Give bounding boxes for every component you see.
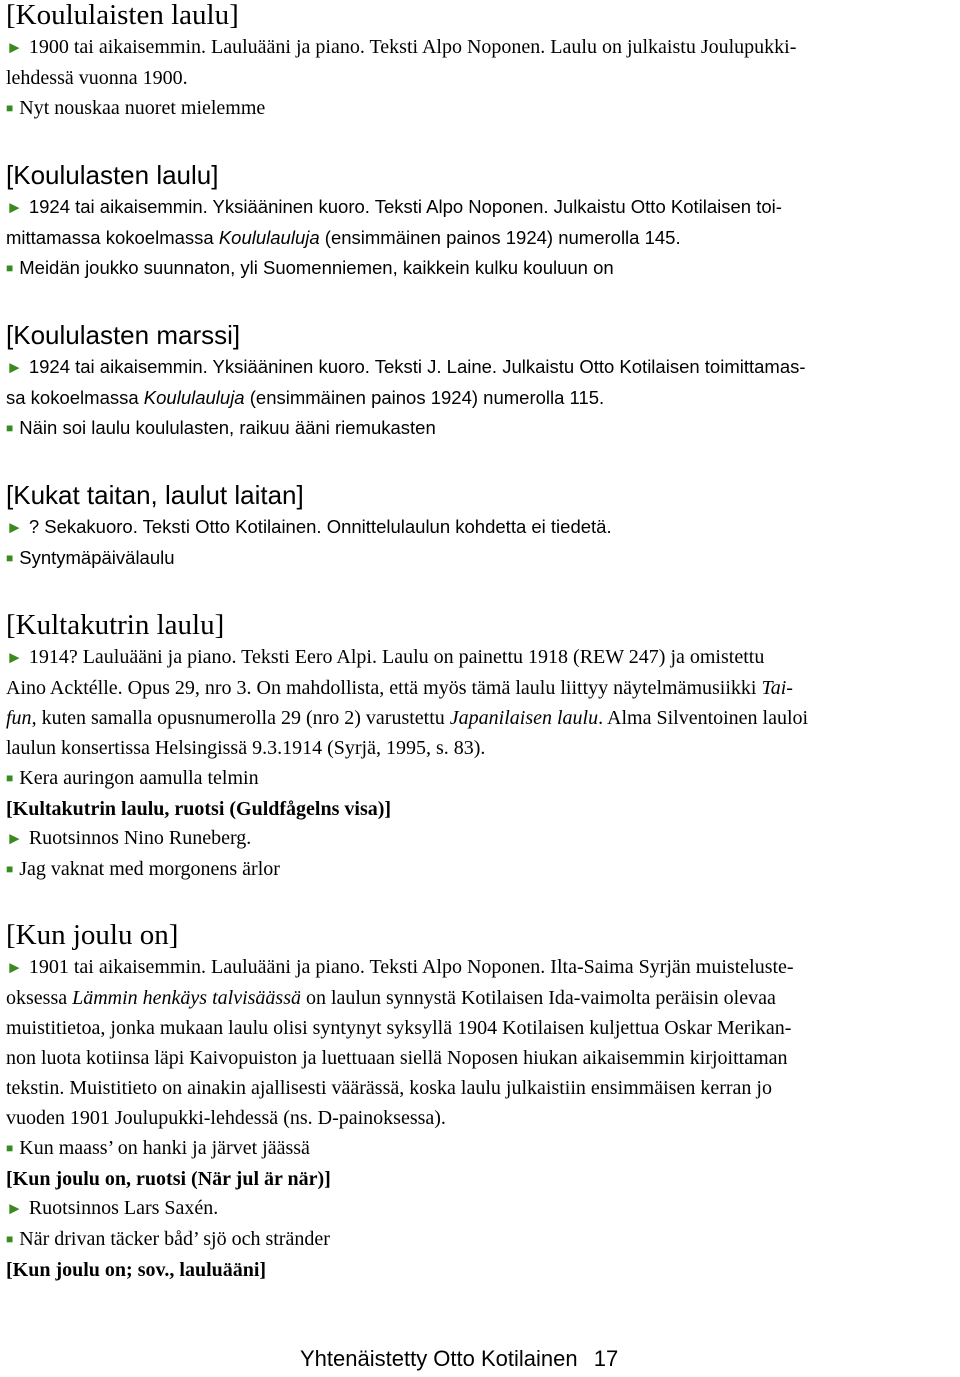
- section-title: [Kultakutrin laulu]: [6, 609, 225, 641]
- incipit-line: ■ Nyt nouskaa nuoret mielemme: [6, 93, 954, 125]
- info-line: mittamassa kokoelmassa Koululauluja (ensimmäinen painos 1924) numerolla 145.: [6, 227, 681, 248]
- section-kun-joulu-on: [6, 918, 954, 1284]
- info-line: oksessa Lämmin henkäys talvisäässä on laulun synnystä Kotilaisen Ida-vaimolta peräisin olevaa: [6, 987, 776, 1009]
- subsection-title: [Kultakutrin laulu, ruotsi (Guldfågelns visa)]: [6, 798, 392, 820]
- square-icon: ■: [6, 421, 14, 435]
- incipit-line: ■ Näin soi laulu koululasten, raikuu ääni riemukasten: [6, 413, 954, 445]
- right-triangle-icon: ►: [6, 198, 23, 217]
- info-line: muistitietoa, jonka mukaan laulu olisi syntynyt syksyllä 1904 Kotilaisen kuljettua Oskar Merikan-: [6, 1017, 792, 1039]
- square-icon: ■: [6, 1232, 14, 1246]
- info-line: tekstin. Muistitieto on ainakin ajallisesti väärässä, koska laulu julkaistiin ensimmäisen kerran jo: [6, 1077, 772, 1099]
- square-icon: ■: [6, 101, 14, 115]
- info-line: vuoden 1901 Joulupukki-lehdessä (ns. D-painoksessa).: [6, 1107, 446, 1129]
- page-footer: [300, 1346, 618, 1372]
- info-line: fun, kuten samalla opusnumerolla 29 (nro 2) varustettu Japanilaisen laulu. Alma Silventoinen lauloi: [6, 707, 809, 729]
- subsection-title: [Kun joulu on, ruotsi (När jul är när)]: [6, 1168, 331, 1190]
- incipit-line: ■ Jag vaknat med morgonens ärlor: [6, 854, 954, 886]
- square-icon: ■: [6, 862, 14, 876]
- square-icon: ■: [6, 771, 14, 785]
- right-triangle-icon: ►: [6, 829, 23, 848]
- incipit-line: ■ Kun maass’ on hanki ja järvet jäässä: [6, 1133, 954, 1165]
- info-line: ► ? Sekakuoro. Teksti Otto Kotilainen. Onnittelulaulun kohdetta ei tiedetä.: [6, 512, 954, 543]
- right-triangle-icon: ►: [6, 358, 23, 377]
- right-triangle-icon: ►: [6, 1199, 23, 1218]
- subsection-title: [Kun joulu on; sov., lauluääni]: [6, 1259, 267, 1281]
- info-line: ► 1924 tai aikaisemmin. Yksiääninen kuoro. Teksti Alpo Noponen. Julkaistu Otto Kotilaisen toi-: [6, 192, 954, 223]
- info-line: ► 1914? Lauluääni ja piano. Teksti Eero Alpi. Laulu on painettu 1918 (REW 247) ja omistettu: [6, 642, 954, 673]
- right-triangle-icon: ►: [6, 38, 23, 57]
- section-koululaisten-laulu: [6, 0, 954, 125]
- square-icon: ■: [6, 551, 14, 565]
- info-line: ► 1900 tai aikaisemmin. Lauluääni ja piano. Teksti Alpo Noponen. Laulu on julkaistu Joulupukki-: [6, 32, 954, 63]
- info-line: lehdessä vuonna 1900.: [6, 67, 188, 89]
- section-kukat-taitan: [6, 478, 954, 575]
- info-line: ► Ruotsinnos Nino Runeberg.: [6, 823, 954, 854]
- incipit-line: ■ När drivan täcker båd’ sjö och stränder: [6, 1224, 954, 1256]
- info-line: ► 1901 tai aikaisemmin. Lauluääni ja piano. Teksti Alpo Noponen. Ilta-Saima Syrjän muisteluste-: [6, 952, 954, 983]
- section-title: [Kukat taitan, laulut laitan]: [6, 480, 304, 510]
- incipit-line: ■ Kera auringon aamulla telmin: [6, 763, 954, 795]
- info-line: ► Ruotsinnos Lars Saxén.: [6, 1193, 954, 1224]
- section-koululasten-laulu: [6, 158, 954, 285]
- section-title: [Koululasten laulu]: [6, 160, 219, 190]
- info-line: ► 1924 tai aikaisemmin. Yksiääninen kuoro. Teksti J. Laine. Julkaistu Otto Kotilaisen toimittamas-: [6, 352, 954, 383]
- page-number: 17: [593, 1346, 619, 1371]
- section-koululasten-marssi: [6, 318, 954, 445]
- info-line: laulun konsertissa Helsingissä 9.3.1914 (Syrjä, 1995, s. 83).: [6, 737, 486, 759]
- section-title: [Koululasten marssi]: [6, 320, 241, 350]
- info-line: non luota kotiinsa läpi Kaivopuiston ja luettuaan siellä Noposen hiukan aikaisemmin kirjoittaman: [6, 1047, 788, 1069]
- footer-title: Yhtenäistetty Otto Kotilainen: [300, 1346, 578, 1371]
- incipit-line: ■ Meidän joukko suunnaton, yli Suomenniemen, kaikkein kulku kouluun on: [6, 253, 954, 285]
- right-triangle-icon: ►: [6, 648, 23, 667]
- square-icon: ■: [6, 1141, 14, 1155]
- section-kultakutrin-laulu: [6, 608, 954, 886]
- info-line: Aino Acktélle. Opus 29, nro 3. On mahdollista, että myös tämä laulu liittyy näytelmämusiikki Tai-: [6, 677, 793, 699]
- right-triangle-icon: ►: [6, 518, 23, 537]
- section-title: [Kun joulu on]: [6, 919, 179, 951]
- right-triangle-icon: ►: [6, 958, 23, 977]
- info-line: sa kokoelmassa Koululauluja (ensimmäinen painos 1924) numerolla 115.: [6, 387, 605, 408]
- section-title: [Koululaisten laulu]: [6, 0, 239, 31]
- incipit-line: ■ Syntymäpäivälaulu: [6, 543, 954, 575]
- square-icon: ■: [6, 261, 14, 275]
